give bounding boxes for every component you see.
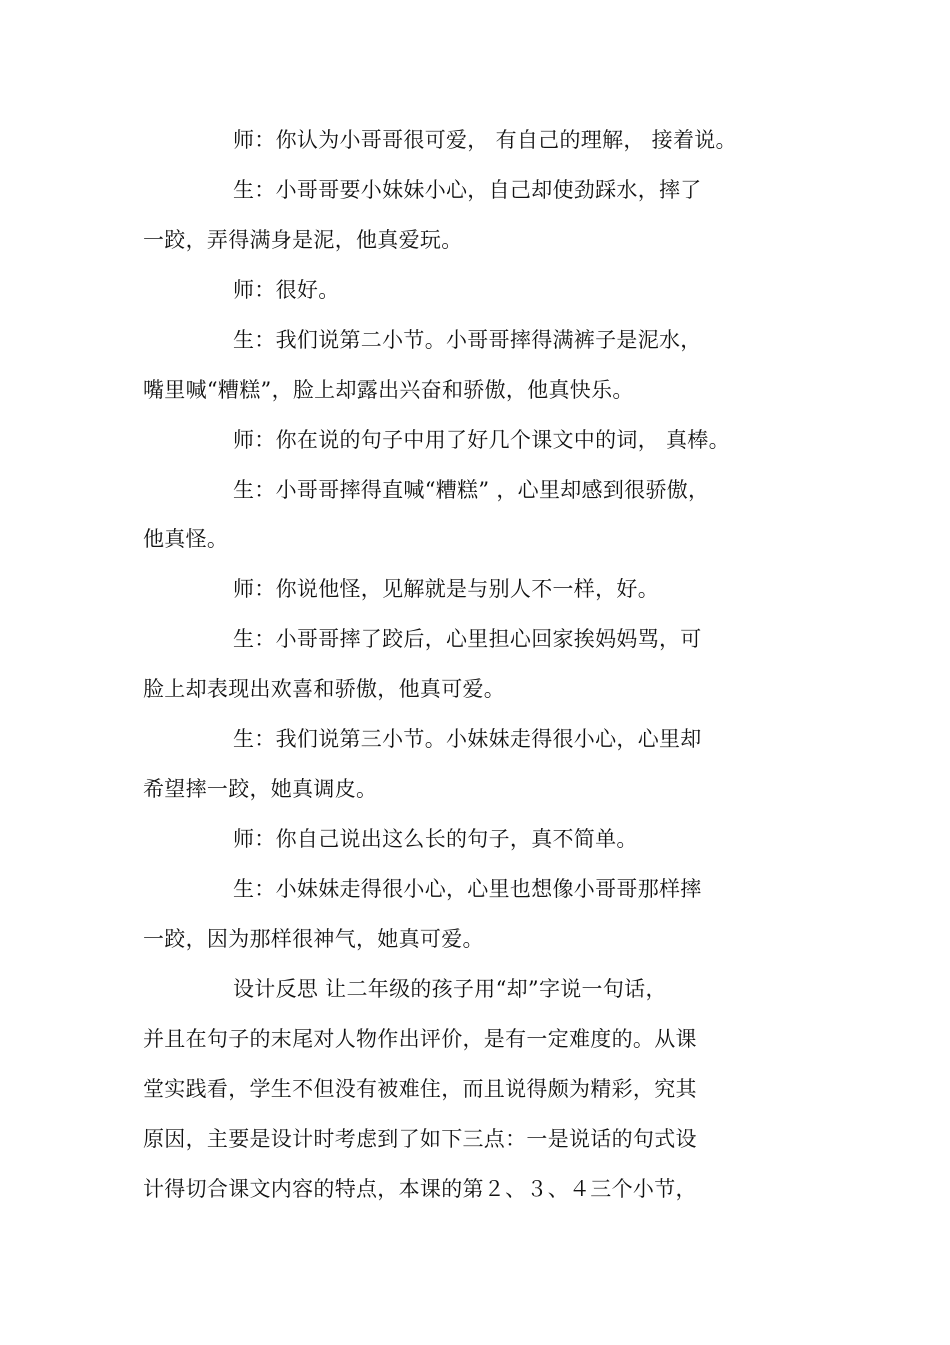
- dialogue-line: 生：我们说第二小节。小哥哥摔得满裤子是泥水，: [233, 328, 702, 352]
- dialogue-line: 师：你认为小哥哥很可爱， 有自己的理解， 接着说。: [233, 128, 737, 152]
- dialogue-line-continuation: 脸上却表现出欢喜和骄傲，他真可爱。: [143, 677, 506, 701]
- dialogue-line: 师：很好。: [233, 278, 340, 302]
- reflection-line: 堂实践看，学生不但没有被难住，而且说得颇为精彩，究其: [143, 1077, 697, 1101]
- dialogue-line-continuation: 一跤，因为那样很神气，她真可爱。: [143, 927, 484, 951]
- dialogue-line-continuation: 嘴里喊“糟糕”，脸上却露出兴奋和骄傲，他真快乐。: [143, 378, 634, 402]
- dialogue-line: 师：你说他怪，见解就是与别人不一样，好。: [233, 577, 659, 601]
- dialogue-line: 师：你自己说出这么长的句子，真不简单。: [233, 827, 638, 851]
- reflection-line: 原因，主要是设计时考虑到了如下三点：一是说话的句式设: [143, 1127, 697, 1151]
- dialogue-line-continuation: 他真怪。: [143, 527, 229, 551]
- reflection-line: 并且在句子的末尾对人物作出评价，是有一定难度的。从课: [143, 1027, 697, 1051]
- dialogue-line: 生：小哥哥要小妹妹小心，自己却使劲踩水，摔了: [233, 178, 702, 202]
- dialogue-line-continuation: 一跤，弄得满身是泥，他真爱玩。: [143, 228, 463, 252]
- reflection-line: 计得切合课文内容的特点，本课的第２、３、４三个小节，: [143, 1177, 697, 1201]
- dialogue-line-continuation: 希望摔一跤，她真调皮。: [143, 777, 378, 801]
- dialogue-line: 师：你在说的句子中用了好几个课文中的词， 真棒。: [233, 428, 730, 452]
- dialogue-line: 生：小妹妹走得很小心，心里也想像小哥哥那样摔: [233, 877, 702, 901]
- dialogue-line: 生：我们说第三小节。小妹妹走得很小心，心里却: [233, 727, 702, 751]
- dialogue-line: 生：小哥哥摔了跤后，心里担心回家挨妈妈骂，可: [233, 627, 702, 651]
- reflection-heading-line: 设计反思 让二年级的孩子用“却”字说一句话，: [233, 977, 667, 1001]
- dialogue-line: 生：小哥哥摔得直喊“糟糕” ，心里却感到很骄傲，: [233, 478, 710, 502]
